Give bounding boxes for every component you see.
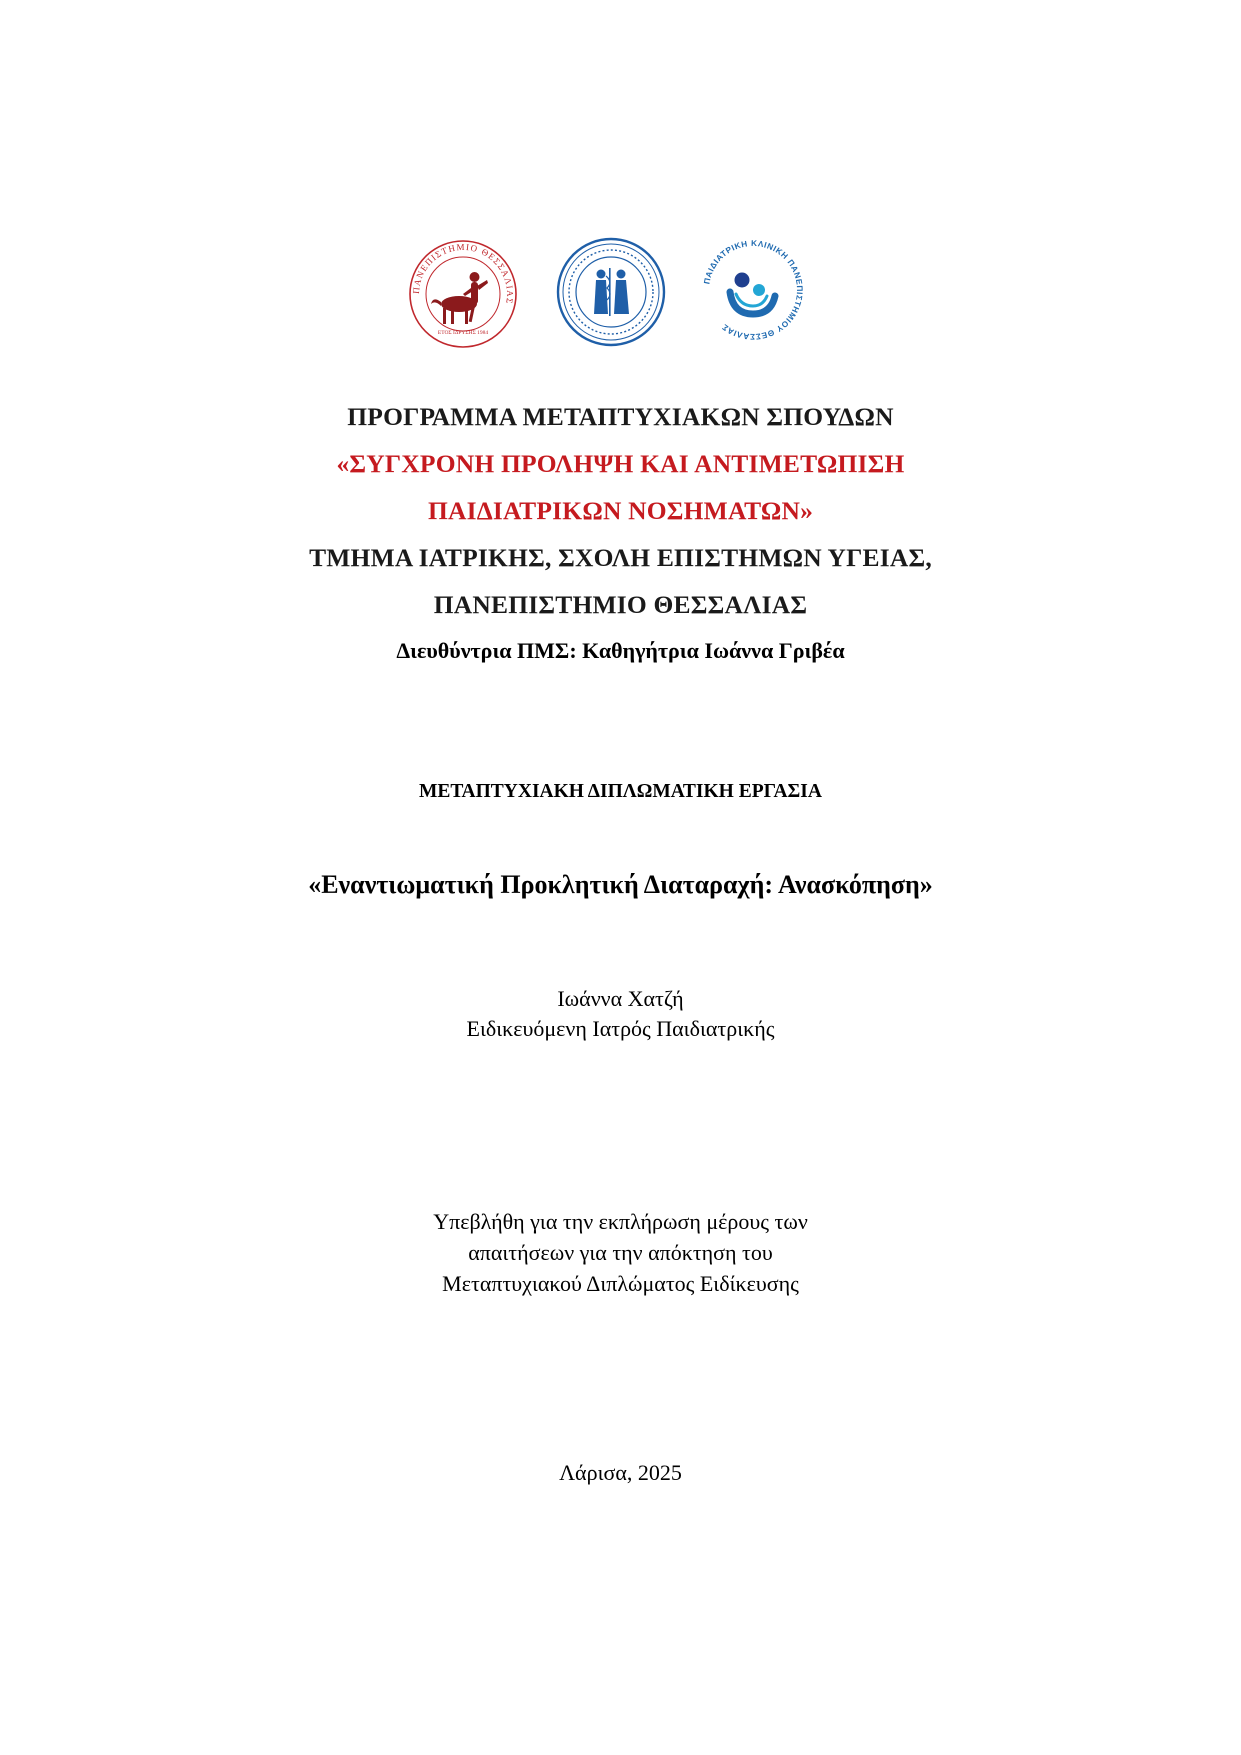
uth-ring-text: ΠΑΝΕΠΙΣΤΗΜΙΟ ΘΕΣΣΑΛΙΑΣ	[410, 241, 516, 306]
submission-statement-line-2: απαιτήσεων για την απόκτηση του	[468, 1240, 773, 1265]
institution-logos	[0, 238, 1241, 358]
program-name-line-1: «ΣΥΓΧΡΟΝΗ ΠΡΟΛΗΨΗ ΚΑΙ ΑΝΤΙΜΕΤΩΠΙΣΗ	[336, 449, 905, 478]
submission-statement-line-3: Μεταπτυχιακού Διπλώματος Ειδίκευσης	[442, 1271, 799, 1296]
thesis-title: «Εναντιωματική Προκλητική Διαταραχή: Ανασκόπηση»	[308, 870, 933, 899]
department-school-line: ΤΜΗΜΑ ΙΑΤΡΙΚΗΣ, ΣΧΟΛΗ ΕΠΙΣΤΗΜΩΝ ΥΓΕΙΑΣ,	[309, 543, 932, 572]
author-role: Ειδικευόμενη Ιατρός Παιδιατρικής	[466, 1016, 775, 1041]
submission-statement-line-1: Υπεβλήθη για την εκπλήρωση μέρους των	[433, 1209, 808, 1234]
school-of-health-sciences-seal-icon	[555, 236, 667, 348]
program-name-line-2: ΠΑΙΔΙΑΤΡΙΚΩΝ ΝΟΣΗΜΑΤΩΝ»	[427, 496, 814, 525]
university-of-thessaly-seal-icon	[407, 238, 519, 350]
ped-ring-text: ΠΑΙΔΙΑΤΡΙΚΗ ΚΛΙΝΙΚΗ ΠΑΝΕΠΙΣΤΗΜΙΟΥ ΘΕΣΣΑΛΙΑΣ	[702, 238, 805, 342]
uth-year-text: ΕΤΟΣ ΙΔΡΥΣΗΣ 1984	[437, 330, 489, 336]
university-line: ΠΑΝΕΠΙΣΤΗΜΙΟ ΘΕΣΣΑΛΙΑΣ	[433, 590, 808, 619]
program-director: Διευθύντρια ΠΜΣ: Καθηγήτρια Ιωάννα Γριβέα	[396, 638, 845, 663]
pediatric-clinic-logo-icon	[697, 234, 809, 346]
author-name: Ιωάννα Χατζή	[557, 986, 684, 1011]
place-and-year: Λάρισα, 2025	[559, 1460, 682, 1485]
thesis-type: ΜΕΤΑΠΤΥΧΙΑΚΗ ΔΙΠΛΩΜΑΤΙΚΗ ΕΡΓΑΣΙΑ	[419, 781, 822, 802]
program-title-line-1: ΠΡΟΓΡΑΜΜΑ ΜΕΤΑΠΤΥΧΙΑΚΩΝ ΣΠΟΥΔΩΝ	[347, 402, 894, 431]
